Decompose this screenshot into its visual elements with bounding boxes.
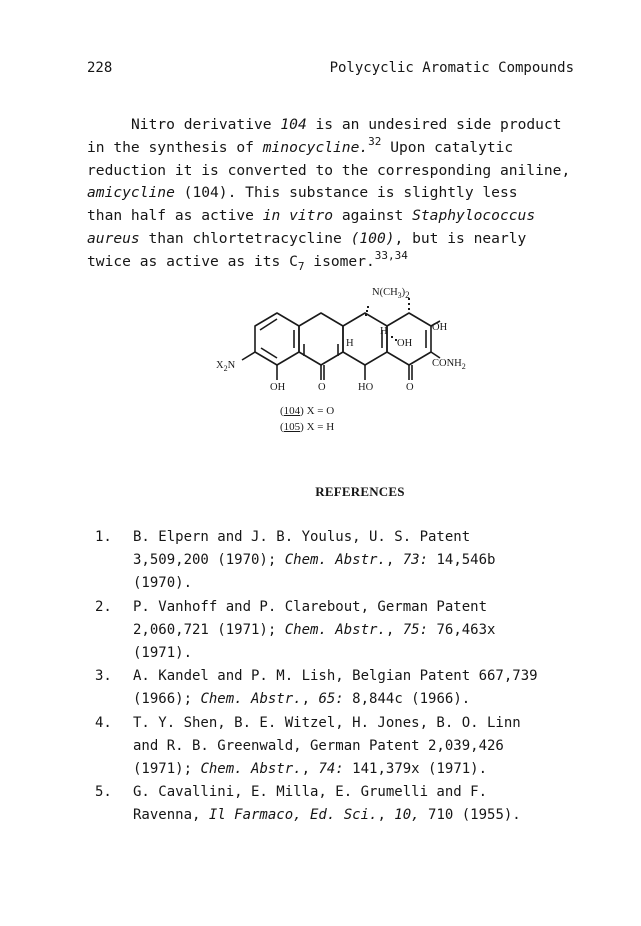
paragraph-line: twice as active as its $C_7$ isomer.$^{33,34}$ — [87, 248, 408, 273]
paragraph-line: in the synthesis of minocycline.$^{32}$ Upon catalytic — [87, 134, 514, 156]
x2n-subscript: 2 — [223, 364, 228, 373]
reference-item: 3. A. Kandel and P. M. Lish, Belgian Patent 667,739 (1966); Chem. Abstr., 65: 8,844c (1966). — [95, 668, 538, 708]
tetracycline-structure-diagram — [200, 284, 466, 404]
reference-item: 4. T. Y. Shen, B. E. Witzel, H. Jones, B. O. Linn and R. B. Greenwald, German Patent 2,039,426 (1971); Chem. Abstr., 74: 141,379x (1971). — [95, 714, 521, 778]
x2n-label-end: N — [227, 360, 236, 371]
running-title: Polycyclic Aromatic Compounds — [329, 60, 574, 76]
top-group-label: N(CH — [372, 287, 398, 298]
svg-text:N(CH3)2 — [372, 287, 410, 300]
conh2-label: CONH — [432, 358, 462, 369]
paragraph-line: Nitro derivative 104 is an undesired side product — [131, 116, 562, 133]
compound-label-105: (105) X = H — [280, 421, 335, 433]
body-paragraph — [87, 114, 597, 274]
h-label-left: H — [346, 338, 354, 349]
conh2-subscript: 2 — [461, 362, 466, 371]
carbonyl-o-label-1: O — [318, 382, 326, 393]
compound-labels — [280, 403, 380, 435]
top-group-subscript-2: 2 — [405, 290, 410, 300]
paragraph-line: amicycline (104). This substance is slightly less — [87, 184, 518, 202]
reference-item: 2. P. Vanhoff and P. Clarebout, German Patent 2,060,721 (1971); Chem. Abstr., 75: 76,463x (1971). — [95, 598, 496, 662]
x2n-label: X — [216, 360, 224, 371]
paragraph-line: aureus than chlortetracycline (100), but is nearly — [87, 229, 527, 247]
oh-label-ring: OH — [397, 338, 413, 349]
paragraph-line: than half as active in vitro against Staphylococcus — [87, 207, 536, 225]
paragraph-line: reduction it is converted to the corresponding aniline, — [87, 161, 571, 179]
ring-b — [299, 313, 343, 365]
h-label-mid: H — [380, 326, 388, 337]
page-number: 228 — [87, 60, 113, 76]
svg-text:CONH2 — [432, 358, 466, 371]
references-list — [95, 526, 595, 828]
oh-label-bottom-left: OH — [270, 382, 286, 393]
references-heading: REFERENCES — [315, 484, 405, 499]
carbonyl-o-label-2: O — [406, 382, 414, 393]
top-group-label-end: ) — [401, 287, 406, 298]
compound-label-104: (104) X = O — [280, 405, 335, 417]
top-group-subscript: 3 — [397, 291, 402, 300]
ho-label-bottom: HO — [358, 382, 374, 393]
oh-label-right: OH — [432, 322, 448, 333]
svg-text:X2N — [216, 360, 236, 373]
reference-item: 1. B. Elpern and J. B. Youlus, U. S. Patent 3,509,200 (1970); Chem. Abstr., 73: 14,546b (1970). — [95, 529, 496, 592]
reference-item: 5. G. Cavallini, E. Milla, E. Grumelli and F. Ravenna, Il Farmaco, Ed. Sci., 10, 710 (1955). — [95, 784, 521, 824]
